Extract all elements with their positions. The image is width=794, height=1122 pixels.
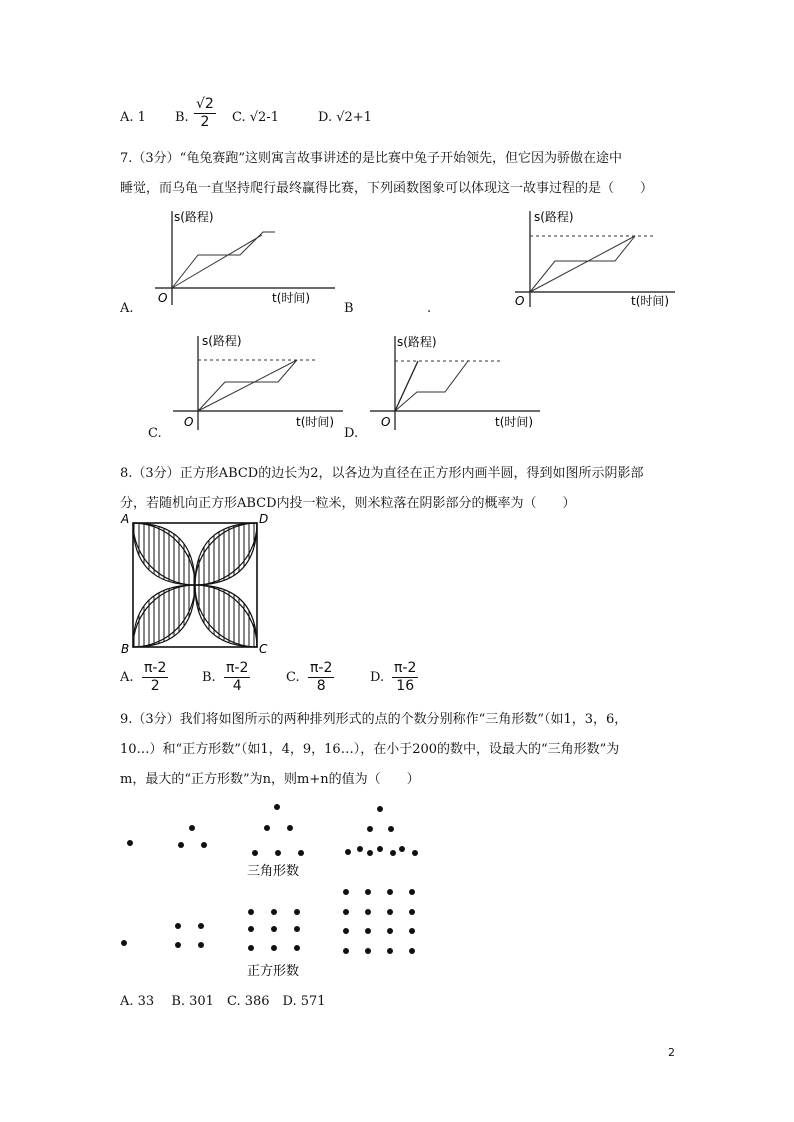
q7-option-d: D. (344, 426, 359, 441)
q7-graph-c (168, 330, 348, 435)
q9-text-line1: 9.（3分）我们将如图所示的两种排列形式的点的个数分别称作“三角形数”（如1，3，6， (120, 712, 628, 727)
fraction-numerator: π-2 (394, 660, 417, 676)
q9-options: A. 33 B. 301 C. 386 D. 571 (120, 994, 326, 1009)
q8-option-c-fraction (308, 660, 334, 695)
q6-option-b-fraction (194, 96, 216, 131)
q7-graph-b (505, 205, 685, 310)
q7-text-line2: 睡觉，而乌龟一直坚持爬行最终赢得比赛，下列函数图象可以体现这一故事过程的是（ ） (120, 181, 654, 196)
graph-c-origin: O (184, 415, 194, 429)
q8-square-figure (118, 510, 278, 655)
fraction-numerator: π-2 (310, 660, 333, 676)
graph-a-xlabel: t(时间) (272, 291, 311, 305)
fraction-denominator: 16 (396, 678, 415, 694)
q8-option-b-label: B. (202, 670, 216, 685)
q8-text-line2: 分，若随机向正方形ABCD内投一粒米，则米粒落在阴影部分的概率为（ ） (120, 496, 576, 511)
q8-option-c-label: C. (286, 670, 300, 685)
graph-c-xlabel: t(时间) (296, 415, 335, 429)
q8-option-b-fraction (224, 660, 250, 695)
q7-graph-a (140, 205, 340, 310)
graph-a-origin: O (158, 291, 168, 305)
q7-option-b-dot: . (427, 301, 432, 316)
q7-text-line1: 7.（3分）“龟兔赛跑”这则寓言故事讲述的是比赛中兔子开始领先，但它因为骄傲在途中 (120, 151, 622, 166)
q7-option-a: A. (120, 301, 134, 316)
square-caption: 正方形数 (247, 964, 300, 979)
fraction-denominator: 8 (316, 678, 326, 694)
q8-text-line1: 8.（3分）正方形ABCD的边长为2，以各边为直径在正方形内画半圆，得到如图所示阴影部 (120, 466, 644, 481)
q8-option-a-label: A. (120, 670, 134, 685)
q6-option-c: C. √2-1 (232, 110, 279, 125)
graph-d-xlabel: t(时间) (495, 415, 534, 429)
q9-text-line3: m，最大的“正方形数”为n，则m+n的值为（ ） (120, 772, 420, 787)
q6-option-d: D. √2+1 (318, 110, 372, 125)
triangle-caption: 三角形数 (247, 864, 300, 879)
fraction-numerator: √2 (196, 96, 214, 112)
graph-d-origin: O (381, 415, 391, 429)
graph-d-ylabel: s(路程) (397, 335, 437, 349)
q7-graph-d (365, 330, 545, 435)
q7-option-b: B (344, 301, 354, 316)
corner-a: A (121, 512, 130, 526)
q8-option-a-fraction (142, 660, 168, 695)
q9-dot-patterns (110, 795, 440, 985)
graph-b-xlabel: t(时间) (631, 294, 670, 308)
q6-option-b-label: B. (175, 110, 189, 125)
corner-d: D (259, 512, 269, 526)
page-number: 2 (668, 1046, 675, 1059)
corner-c: C (259, 642, 268, 655)
q8-option-d-fraction (392, 660, 418, 695)
square-numbers-dots (121, 889, 415, 954)
fraction-denominator: 2 (150, 678, 160, 694)
fraction-numerator: π-2 (226, 660, 249, 676)
graph-c-ylabel: s(路程) (202, 334, 242, 348)
q7-option-c: C. (148, 426, 162, 441)
graph-a-ylabel: s(路程) (174, 210, 214, 224)
fraction-denominator: 2 (200, 114, 210, 130)
triangle-numbers-dots (127, 804, 418, 856)
q8-option-d-label: D. (370, 670, 385, 685)
graph-b-origin: O (515, 294, 525, 308)
corner-b: B (121, 642, 130, 655)
graph-b-ylabel: s(路程) (534, 210, 574, 224)
q9-text-line2: 10…）和“正方形数”（如1，4，9，16…），在小于200的数中，设最大的“三角形数”为 (120, 742, 620, 757)
q6-option-a: A. 1 (120, 110, 146, 125)
fraction-denominator: 4 (232, 678, 242, 694)
fraction-numerator: π-2 (144, 660, 167, 676)
